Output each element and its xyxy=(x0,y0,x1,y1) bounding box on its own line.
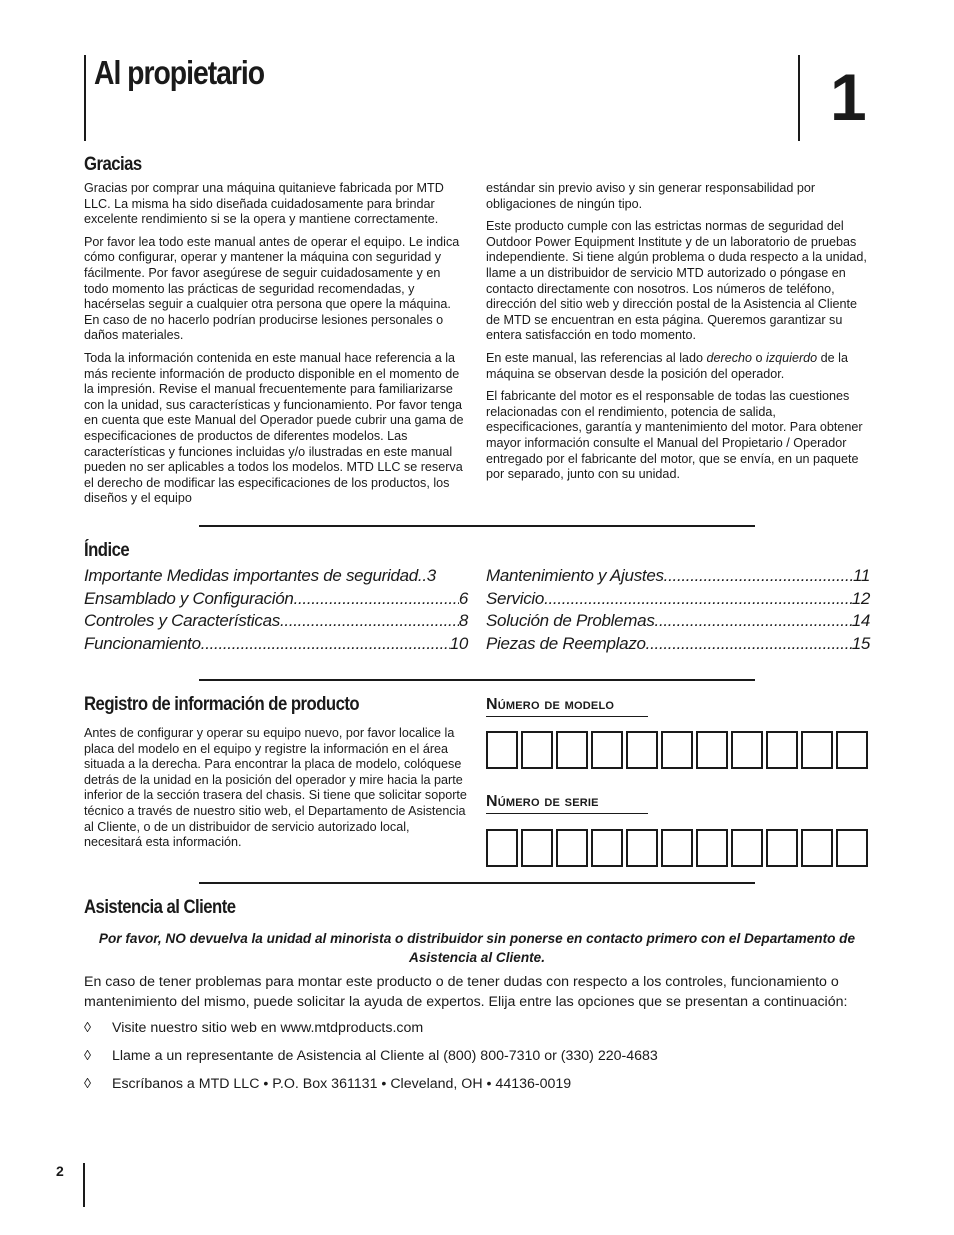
toc-entry[interactable]: Servicio ..... 12 xyxy=(486,589,870,609)
serial-digit-box[interactable] xyxy=(521,829,553,867)
section-divider xyxy=(199,882,755,884)
title-left-bar xyxy=(84,55,86,141)
toc-entry[interactable]: Importante Medidas importantes de seguridad.. 3 xyxy=(84,566,436,585)
diamond-bullet-icon: ◊ xyxy=(84,1076,92,1092)
gracias-paragraph: Toda la información contenida en este manual hace referencia a la más reciente información de producto disponible en el momento de la impresión. Revise el manual frecuentemente para familiarizarse con la unidad, sus características y funcionamiento. Por favor tenga en cuenta que este Manual del Operador puede cubrir una gama de especificaciones de productos de diferentes modelos. Las características y funciones incluidas y/o ilustradas en este manual pueden no ser aplicables a todos los modelos. MTD LLC se reserva el derecho de modificar las especificaciones de los productos, los diseños y el equipo xyxy=(84,350,464,506)
serial-digit-box[interactable] xyxy=(731,829,763,867)
leader-dots xyxy=(280,611,459,631)
contact-option: ◊ Llame a un representante de Asistencia al Cliente al (800) 800-7310 or (330) 220-4683 xyxy=(84,1048,658,1064)
serial-digit-box[interactable] xyxy=(556,829,588,867)
model-digit-box[interactable] xyxy=(696,731,728,769)
section-divider xyxy=(199,679,755,681)
diamond-bullet-icon: ◊ xyxy=(84,1020,92,1036)
model-digit-box[interactable] xyxy=(661,731,693,769)
contact-option: ◊ Escríbanos a MTD LLC • P.O. Box 361131 • Cleveland, OH • 44136-0019 xyxy=(84,1076,572,1092)
model-digit-box[interactable] xyxy=(836,731,868,769)
leader-dots xyxy=(544,589,852,609)
serial-digit-box[interactable] xyxy=(696,829,728,867)
toc-entry[interactable]: Mantenimiento y Ajustes ..... 11 xyxy=(486,566,870,586)
model-digit-box[interactable] xyxy=(731,731,763,769)
gracias-paragraph: estándar sin previo aviso y sin generar responsabilidad por obligaciones de ningún tipo. xyxy=(486,181,816,211)
model-digit-box[interactable] xyxy=(626,731,658,769)
section-heading-asistencia: Asistencia al Cliente xyxy=(84,897,236,918)
section-divider xyxy=(199,525,755,527)
leader-dots xyxy=(294,589,459,609)
model-number-label: Número de modelo xyxy=(486,696,615,713)
assistance-intro: En caso de tener problemas para montar este producto o de tener dudas con respecto a los controles, funcionamiento o mantenimiento del mismo, puede solicitar la ayuda de expertos. Elija entre las opciones que se presentan a continuación: xyxy=(84,974,848,1010)
leader-dots xyxy=(664,566,853,586)
model-digit-box[interactable] xyxy=(591,731,623,769)
chapter-divider-bar xyxy=(798,55,800,141)
toc-entry[interactable]: Controles y Características ..... 8 xyxy=(84,611,468,631)
gracias-left-column xyxy=(84,181,468,514)
model-label-underline xyxy=(486,716,648,717)
gracias-right-column xyxy=(486,181,872,490)
page-number: 2 xyxy=(56,1163,64,1179)
section-heading-indice: Índice xyxy=(84,540,130,561)
model-digit-box[interactable] xyxy=(801,731,833,769)
serial-digit-box[interactable] xyxy=(661,829,693,867)
serial-number-label: Número de serie xyxy=(486,793,599,810)
serial-number-boxes[interactable] xyxy=(486,829,868,867)
model-digit-box[interactable] xyxy=(521,731,553,769)
leader-dots xyxy=(201,634,450,654)
toc-entry[interactable]: Piezas de Reemplazo ..... 15 xyxy=(486,634,870,654)
model-digit-box[interactable] xyxy=(556,731,588,769)
model-number-boxes[interactable] xyxy=(486,731,868,769)
serial-digit-box[interactable] xyxy=(801,829,833,867)
gracias-paragraph: Este producto cumple con las estrictas normas de seguridad del Outdoor Power Equipment Institute y de un laboratorio de pruebas independiente. Si tiene algún problema o duda respecto a la unidad, llame a un distribuidor de servicio MTD autorizado o póngase en contacto directamente con nosotros. Los números de teléfono, dirección del sitio web y dirección postal de la Asistencia al Cliente de MTD se encuentran en esta página. Queremos garantizar su entera satisfacción en todo momento. xyxy=(486,219,867,343)
gracias-paragraph-orientation: En este manual, las referencias al lado derecho o izquierdo de la máquina se observan desde la posición del operador. xyxy=(486,350,848,381)
diamond-bullet-icon: ◊ xyxy=(84,1048,92,1064)
section-heading-gracias: Gracias xyxy=(84,154,142,175)
serial-label-underline xyxy=(486,813,648,814)
gracias-paragraph: Gracias por comprar una máquina quitanieve fabricada por MTD LLC. La misma ha sido diseñada cuidadosamente para brindar excelente rendimiento si se la opera y mantiene correctamente. xyxy=(84,181,444,227)
toc-entry[interactable]: Funcionamiento ..... 10 xyxy=(84,634,468,654)
leader-dots xyxy=(655,611,852,631)
contact-option: ◊ Visite nuestro sitio web en www.mtdproducts.com xyxy=(84,1020,424,1036)
serial-digit-box[interactable] xyxy=(626,829,658,867)
serial-digit-box[interactable] xyxy=(486,829,518,867)
model-digit-box[interactable] xyxy=(766,731,798,769)
registro-text: Antes de configurar y operar su equipo nuevo, por favor localice la placa del modelo en el equipo y registre la información en el área situada a la derecha. Para encontrar la placa de modelo, colóquese detrás de la unidad en la posición del operador y mire hacia la parte inferior de la sección trasera del chasis. Si tiene que solicitar soporte técnico a través de nuestro sitio web, el Departamento de Asistencia al Cliente, o de un distribuidor de servicio autorizado local, necesitará esta información. xyxy=(84,726,467,850)
leader-dots xyxy=(646,634,852,654)
return-warning-note: Por favor, NO devuelva la unidad al minorista o distribuidor sin ponerse en contacto primero con el Departamento de Asistencia al Cliente. xyxy=(98,931,856,965)
toc-entry[interactable]: Solución de Problemas ..... 14 xyxy=(486,611,870,631)
gracias-paragraph: El fabricante del motor es el responsable de todas las cuestiones relacionadas con el rendimiento, potencia de salida, especificaciones, garantía y mantenimiento del motor. Para obtener mayor información consulte el Manual del Propietario / Operador entregado por el fabricante del motor, que se envía, en un paquete por separado, junto con su unidad. xyxy=(486,389,863,482)
footer-bar xyxy=(83,1163,85,1207)
page-title: Al propietario xyxy=(94,54,265,91)
model-digit-box[interactable] xyxy=(486,731,518,769)
toc-entry[interactable]: Ensamblado y Configuración ..... 6 xyxy=(84,589,468,609)
gracias-paragraph: Por favor lea todo este manual antes de operar el equipo. Le indica cómo configurar, operar y mantener la máquina con seguridad y fácilmente. Por favor asegúrese de seguir cuidadosamente y en todo momento las prácticas de seguridad recomendadas, y hacérselas seguir a cualquier otra persona que opere la máquina. En caso de no hacerlo podrían producirse lesiones personales o daños materiales. xyxy=(84,234,460,343)
chapter-number: 1 xyxy=(830,60,866,134)
serial-digit-box[interactable] xyxy=(766,829,798,867)
serial-digit-box[interactable] xyxy=(591,829,623,867)
serial-digit-box[interactable] xyxy=(836,829,868,867)
section-heading-registro: Registro de información de producto xyxy=(84,694,360,715)
